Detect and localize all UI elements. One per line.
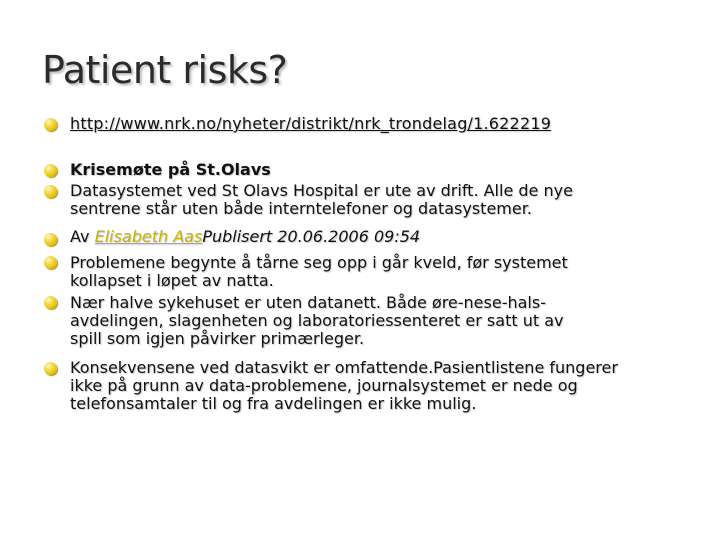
body-text: Datasystemet ved St Olavs Hospital er ute av drift. Alle de nye bbox=[70, 181, 573, 200]
bullet-icon bbox=[44, 233, 57, 246]
author-link[interactable]: Elisabeth Aas bbox=[94, 227, 203, 246]
body-text: sentrene står uten både interntelefoner og datasystemer. bbox=[70, 199, 532, 218]
byline bbox=[70, 228, 420, 245]
headline-text: Krisemøte på St.Olavs bbox=[70, 160, 271, 179]
body-text: Problemene begynte å tårne seg opp i går kveld, før systemet bbox=[70, 253, 568, 272]
body-text: avdelingen, slagenheten og laboratoriessenteret er satt ut av bbox=[70, 311, 564, 330]
bullet-icon bbox=[44, 164, 57, 177]
bullet-icon bbox=[44, 296, 57, 309]
published-date: Publisert 20.06.2006 09:54 bbox=[202, 227, 421, 246]
bullet-icon bbox=[44, 256, 57, 269]
body-text: Konsekvensene ved datasvikt er omfattende.Pasientlistene fungerer bbox=[70, 358, 618, 377]
body-text: telefonsamtaler til og fra avdelingen er ikke mulig. bbox=[70, 394, 477, 413]
bullet-icon bbox=[44, 362, 57, 375]
bullet-icon bbox=[44, 185, 57, 198]
slide-title: Patient risks? bbox=[42, 48, 288, 92]
body-text: ikke på grunn av data-problemene, journalsystemet er nede og bbox=[70, 376, 578, 395]
bullet-icon bbox=[44, 118, 57, 131]
article-link[interactable]: http://www.nrk.no/nyheter/distrikt/nrk_trondelag/1.622219 bbox=[70, 114, 552, 133]
body-text: Nær halve sykehuset er uten datanett. Både øre-nese-hals- bbox=[70, 293, 546, 312]
body-text: kollapset i løpet av natta. bbox=[70, 271, 274, 290]
byline-prefix: Av bbox=[70, 227, 90, 246]
body-text: spill som igjen påvirker primærleger. bbox=[70, 329, 365, 348]
